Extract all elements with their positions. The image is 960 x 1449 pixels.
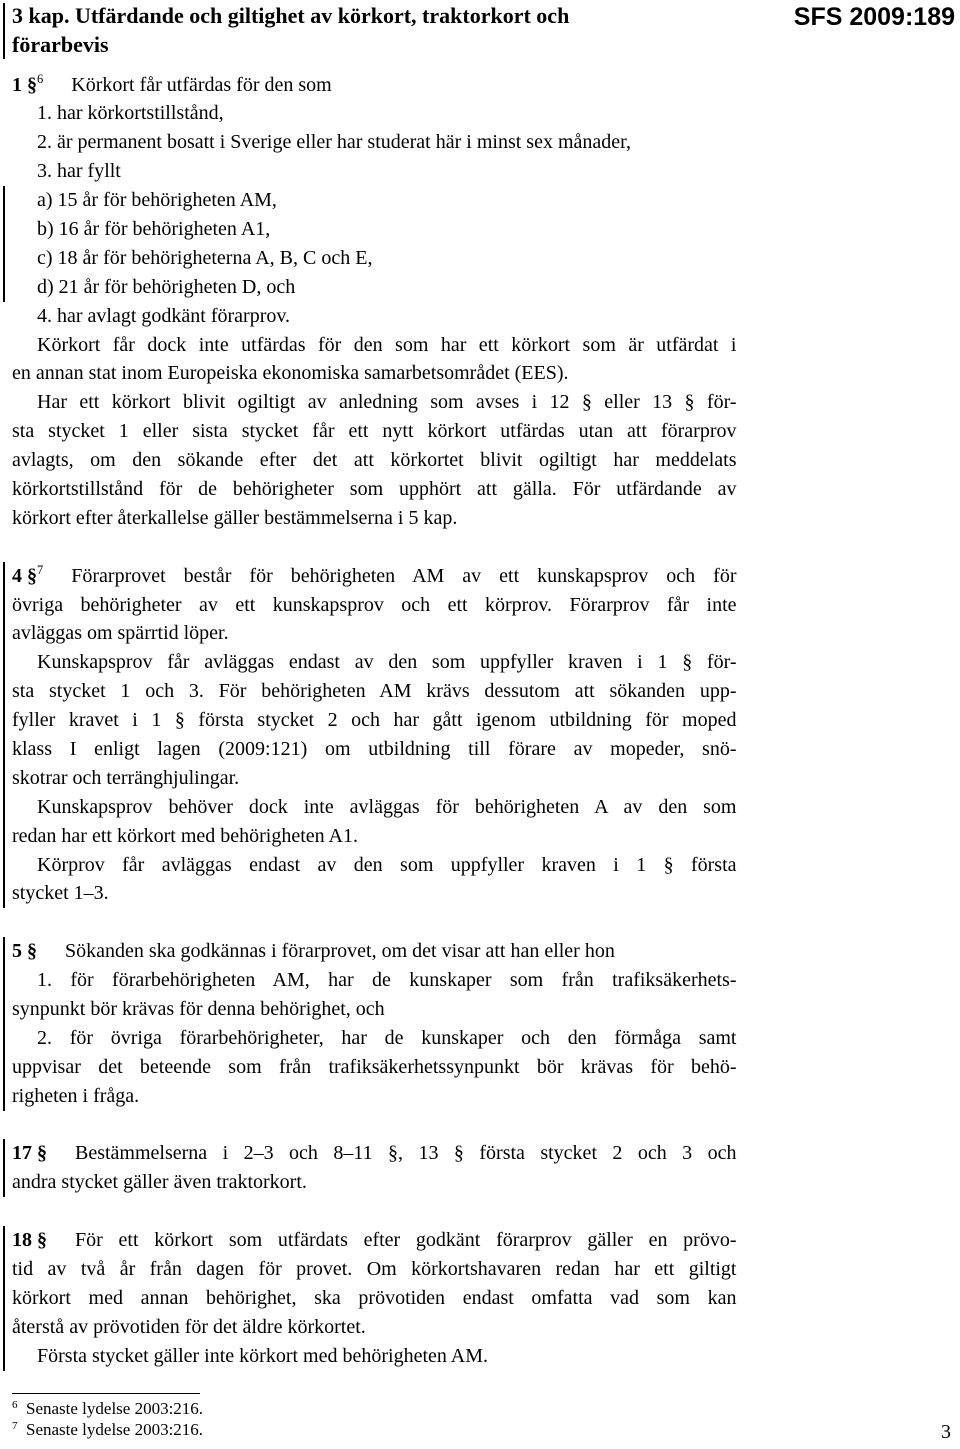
line-text: Bestämmelserna i 2–3 och 8–11 §, 13 § första stycket 2 och 3 och — [75, 1142, 737, 1165]
footnote-ref: 6 — [37, 71, 44, 86]
paragraph-line: återstå av prövotiden för det äldre körkortet. — [12, 1315, 366, 1338]
paragraph-line: redan har ett körkort med behörigheten A1. — [12, 824, 358, 847]
section-number: 1 § — [12, 73, 37, 96]
document-body — [12, 71, 737, 1371]
paragraph-line: Har ett körkort blivit ogiltigt av anledning som avses i 12 § eller 13 § för- — [37, 391, 737, 414]
section-number: 17 § — [12, 1142, 47, 1165]
paragraph-line: Körkort får dock inte utfärdas för den som har ett körkort som är utfärdat i — [37, 333, 737, 356]
paragraph-line: Första stycket gäller inte körkort med behörigheten AM. — [37, 1344, 489, 1367]
paragraph-line: fyller kravet i 1 § första stycket 2 och har gått igenom utbildning för moped — [12, 709, 737, 732]
paragraph-line: Körprov får avläggas endast av den som uppfyller kraven i 1 § första — [37, 853, 737, 876]
change-bar — [3, 3, 5, 59]
list-item-line: d) 21 år för behörigheten D, och — [37, 275, 296, 298]
list-item-line: righeten i fråga. — [12, 1084, 140, 1107]
section-number-label — [12, 71, 43, 100]
paragraph-line: andra stycket gäller även traktorkort. — [12, 1171, 307, 1194]
footnote-ref: 7 — [37, 562, 44, 577]
section-17 — [12, 1139, 737, 1197]
section-number: 18 § — [12, 1229, 47, 1252]
line-text: Förarprovet består för behörigheten AM av ett kunskapsprov och för — [71, 564, 737, 587]
paragraph-line: Kunskapsprov får avläggas endast av den som uppfyller kraven i 1 § för- — [37, 651, 737, 674]
section-number: 5 § — [12, 940, 37, 963]
paragraph-line: övriga behörigheter av ett kunskapsprov och ett körprov. Förarprov får inte — [12, 593, 737, 616]
list-item-line: uppvisar det beteende som från trafiksäkerhetssynpunkt bör krävas för behö- — [12, 1055, 737, 1078]
chapter-title: 3 kap. Utfärdande och giltighet av körkort, traktorkort och — [12, 3, 570, 28]
section-5 — [12, 937, 737, 1110]
paragraph-line: en annan stat inom Europeiska ekonomiska samarbetsområdet (EES). — [12, 362, 569, 385]
line-text: För ett körkort som utfärdats efter godkänt förarprov gäller en prövo- — [75, 1229, 737, 1252]
list-item-line: a) 15 år för behörigheten AM, — [37, 189, 277, 212]
list-item-line: 2. för övriga förarbehörigheter, har de kunskaper och den förmåga samt — [37, 1026, 737, 1049]
section-number-label — [12, 1226, 47, 1255]
section-number-label — [12, 562, 43, 591]
section-number-label — [12, 1139, 47, 1168]
sfs-number: SFS 2009:189 — [793, 3, 955, 31]
paragraph-line — [12, 562, 737, 591]
paragraph-line: sta stycket 1 och 3. För behörigheten AM krävs dessutom att sökanden upp- — [12, 680, 737, 703]
section-18 — [12, 1226, 737, 1370]
footnote-text: Senaste lydelse 2003:216. — [26, 1419, 204, 1439]
change-bar — [3, 1226, 5, 1370]
list-item-line: 4. har avlagt godkänt förarprov. — [37, 304, 291, 327]
paragraph-line — [12, 1226, 737, 1255]
section-4 — [12, 562, 737, 909]
change-bar — [3, 937, 5, 1110]
paragraph-line: avlagts, om den sökande efter det att körkortet blivit ogiltigt har meddelats — [12, 449, 737, 472]
list-item-line: 1. för förarbehörigheten AM, har de kunskaper som från trafiksäkerhets- — [37, 969, 737, 992]
paragraph-line — [12, 1139, 737, 1168]
paragraph-line: körkort efter återkallelse gäller bestämmelserna i 5 kap. — [12, 506, 458, 529]
section-1 — [12, 71, 737, 533]
paragraph-line: stycket 1–3. — [12, 882, 109, 905]
paragraph-line: tid av två år från dagen för provet. Om körkortshavaren redan har ett giltigt — [12, 1258, 737, 1281]
paragraph-line: skotrar och terränghjulingar. — [12, 766, 240, 789]
footnote-text: Senaste lydelse 2003:216. — [26, 1399, 204, 1418]
paragraph-line — [12, 71, 737, 100]
line-text: Körkort får utfärdas för den som — [71, 73, 332, 96]
paragraph-line: sta stycket 1 eller sista stycket får ett nytt körkort utfärdas utan att förarprov — [12, 420, 737, 443]
list-item-line: b) 16 år för behörigheten A1, — [37, 217, 271, 240]
list-item-line: 1. har körkortstillstånd, — [37, 102, 224, 125]
paragraph-line — [12, 937, 737, 966]
section-number-label — [12, 937, 37, 966]
change-bar — [3, 562, 5, 909]
list-item-line: c) 18 år för behörigheterna A, B, C och E, — [37, 246, 373, 269]
footnotes — [12, 1399, 203, 1440]
list-item-line: 3. har fyllt — [37, 160, 121, 183]
change-bar — [3, 186, 5, 302]
line-text: Sökanden ska godkännas i förarprovet, om det visar att han eller hon — [65, 940, 615, 963]
footnote-divider — [12, 1393, 200, 1394]
chapter-title-continued: förarbevis — [12, 32, 109, 57]
paragraph-line: klass I enligt lagen (2009:121) om utbildning till förare av mopeder, snö- — [12, 737, 737, 760]
paragraph-line: körkortstillstånd för de behörigheter som upphört att gälla. För utfärdande av — [12, 477, 737, 500]
footnote: 7 Senaste lydelse 2003:216. — [12, 1419, 204, 1439]
footnote: 6 Senaste lydelse 2003:216. — [12, 1399, 204, 1418]
change-bar — [3, 1139, 5, 1197]
section-number: 4 § — [12, 564, 37, 587]
paragraph-line: Kunskapsprov behöver dock inte avläggas för behörigheten A av den som — [37, 795, 737, 818]
list-item-line: 2. är permanent bosatt i Sverige eller har studerat här i minst sex månader, — [37, 131, 631, 154]
list-item-line: synpunkt bör krävas för denna behörighet, och — [12, 998, 385, 1020]
paragraph-line: körkort med annan behörighet, ska prövotiden endast omfatta vad som kan — [12, 1286, 737, 1309]
paragraph-line: avläggas om spärrtid löper. — [12, 622, 229, 645]
page-number: 3 — [941, 1421, 951, 1443]
